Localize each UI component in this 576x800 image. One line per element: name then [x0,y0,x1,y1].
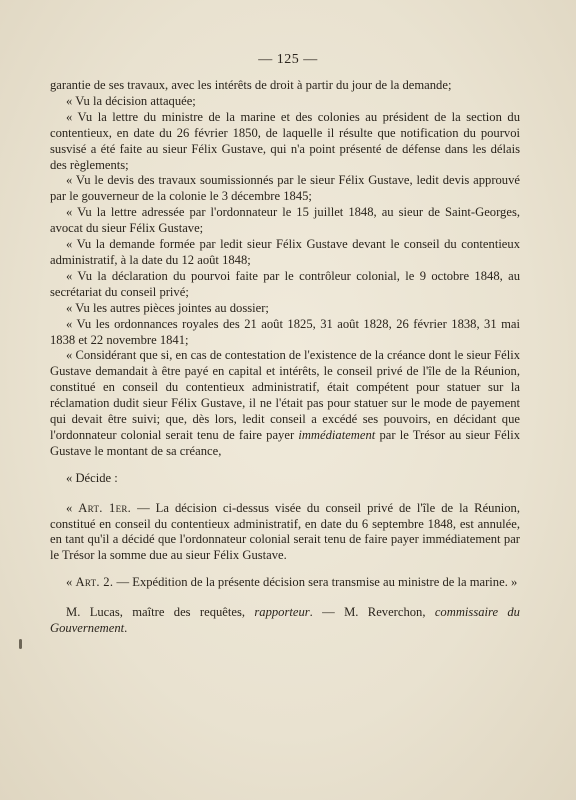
article-2-text: — Expédition de la présente décision sera transmise au ministre de la marine. » [113,575,518,590]
signature-role2: commissaire du Gouvernement [50,605,520,636]
paragraph: « Vu les ordonnances royales des 21 août 1825, 31 août 1828, 26 février 1838, 31 mai 1838 et 22 novembre 1841; [50,316,520,347]
signature-part1: M. Lucas, maître des requêtes, [66,605,255,620]
paragraph: « Vu les autres pièces jointes au dossier; [66,300,269,315]
signature-end: . [124,621,128,636]
paragraph: « Vu la lettre du ministre de la marine et des colonies au président de la section du contentieux, en date du 26 février 1850, de laquelle il résulte que notification du pourvoi susvisé a été faite au sieur Félix Gustave, qui n'a point présenté de défense dans les délais des règlements; [50,109,520,172]
article-1-text: — La décision ci-dessus visée du conseil privé de l'île de la Réunion, constitué en conseil du contentieux administratif, en date du 6 septembre 1848, est annulée, en tant qu'il a décidé que l'ordonnateur colonial serait tenu de faire payer immédiatement par le Trésor la somme due au sieur Félix Gustave. [50,500,520,563]
article-2 [50,575,520,591]
paragraph: garantie de ses travaux, avec les intérêts de droit à partir du jour de la demande; [50,78,452,92]
article-2-label: Art. 2. [75,575,114,590]
body-text [50,78,520,637]
paragraph: « Vu la décision attaquée; [66,93,196,108]
considerant-text: « Considérant que si, en cas de contestation de l'existence de la créance dont le sieur Félix Gustave demandait à être payé en capital et intérêts, le conseil privé de l'île de la Réunion, constitué en conseil du contentieux administratif, était compétent pour statuer sur la réclamation dudit sieur Félix Gustave, il ne l'était pas pour statuer sur le mode de payement qui devait être suivi; que, dès lors, ledit conseil a excédé ses pouvoirs, en décidant que l'ordonnateur colonial serait tenu de faire payer [50,348,520,442]
paragraph: « Vu la déclaration du pourvoi faite par le contrôleur colonial, le 9 octobre 1848, au secrétariat du conseil privé; [50,268,520,299]
article-1-open: « [66,500,79,515]
decide-heading: « Décide : [66,470,118,485]
article-2-open: « [66,575,76,590]
page-number: — 125 — [258,52,318,67]
article-1 [50,501,520,565]
ink-mark [19,639,22,649]
paragraph: « Vu la lettre adressée par l'ordonnateur le 15 juillet 1848, au sieur de Saint-Georges, avocat du sieur Félix Gustave; [50,205,520,236]
signature-role1: rapporteur [254,605,310,620]
signature-line [50,605,520,637]
considerant-paragraph [50,348,520,459]
paragraph: « Vu la demande formée par ledit sieur Félix Gustave devant le conseil du contentieux administratif, à la date du 12 août 1848; [50,237,520,267]
paragraph: « Vu le devis des travaux soumissionnés par le sieur Félix Gustave, ledit devis approuvé par le gouverneur de la colonie le 3 décembre 1845; [50,173,520,204]
considerant-text-end: par le Trésor au sieur Félix Gustave le montant de sa créance, [50,427,520,458]
signature-part2: . — M. Reverchon, [309,605,435,620]
article-1-label: Art. 1er. [78,500,132,515]
considerant-emphasis: immédiatement [298,427,376,442]
